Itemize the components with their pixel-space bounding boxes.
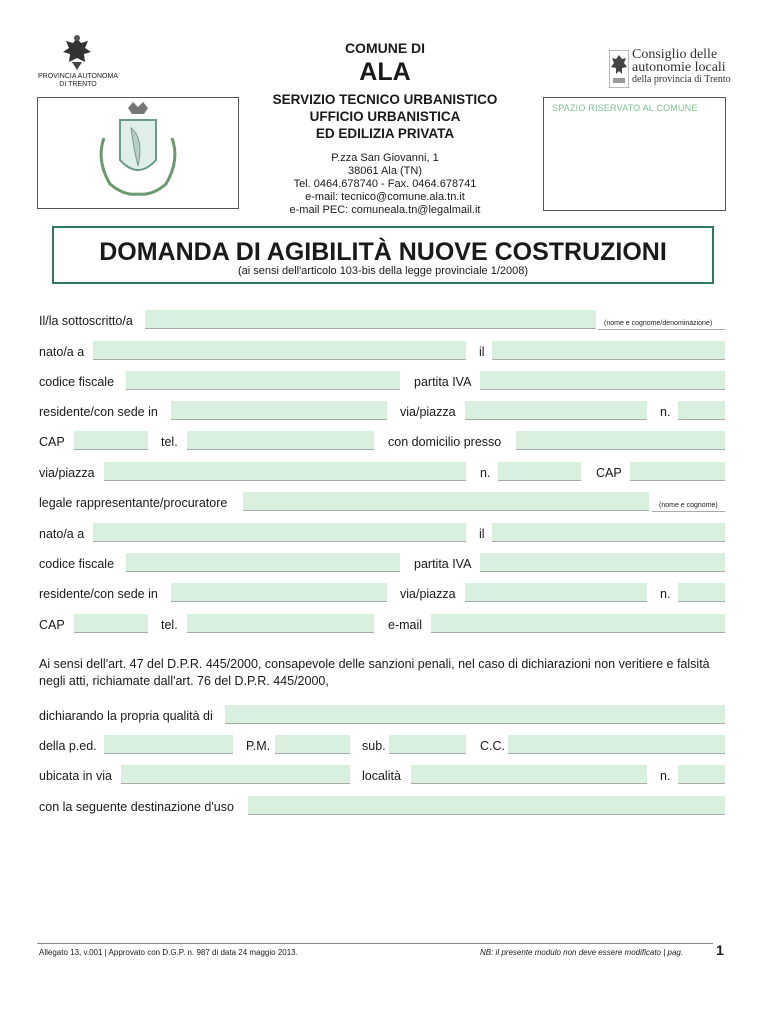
label-rep-n: n. — [660, 587, 671, 601]
field-sub[interactable] — [389, 735, 466, 754]
footer-rule — [37, 943, 713, 944]
field-cap[interactable] — [74, 431, 148, 450]
field-ubicata[interactable] — [121, 765, 350, 784]
council-emblem-icon — [609, 50, 629, 88]
label-pm: P.M. — [246, 739, 271, 753]
declaration-text: Ai sensi dell'art. 47 del D.P.R. 445/2000, consapevole delle sanzioni penali, nel caso di dichiarazioni non veritiere e falsità negli atti, richiamate dall'art. 76 del D.P.R. 445/2000, — [39, 657, 710, 688]
reserved-label: SPAZIO RISERVATO AL COMUNE — [552, 103, 698, 113]
field-rep-cap[interactable] — [74, 614, 148, 633]
field-rappresentante[interactable] — [243, 492, 649, 511]
label-n2: n. — [480, 466, 491, 480]
title-box — [52, 226, 714, 284]
service-line-2: UFFICIO URBANISTICA — [309, 109, 461, 124]
label-il: il — [479, 345, 485, 359]
field-rep-piva[interactable] — [480, 553, 725, 572]
label-n: n. — [660, 405, 671, 419]
label-tel: tel. — [161, 435, 178, 449]
field-rep-cf[interactable] — [126, 553, 400, 572]
field-rep-via[interactable] — [465, 583, 647, 602]
field-rep-n[interactable] — [678, 583, 725, 602]
label-ubicata: ubicata in via — [39, 769, 112, 783]
label-destinazione: con la seguente destinazione d'uso — [39, 800, 234, 814]
field-rep-nato[interactable] — [93, 523, 466, 542]
label-rep-nato: nato/a a — [39, 527, 85, 541]
council-line-3: della provincia di Trento — [632, 74, 731, 85]
label-sottoscritto: Il/la sottoscritto/a — [39, 314, 133, 328]
label-rep-tel: tel. — [161, 618, 178, 632]
footer-right: NB: il presente modulo non deve essere modificato | pag. — [480, 948, 684, 957]
service-line-3: ED EDILIZIA PRIVATA — [315, 126, 455, 141]
service-lines — [235, 91, 535, 142]
label-cc: C.C. — [480, 739, 505, 753]
field-via2[interactable] — [104, 462, 466, 481]
crest-box — [37, 97, 239, 209]
province-emblem — [60, 34, 94, 72]
label-via2: via/piazza — [39, 466, 95, 480]
label-nato: nato/a a — [39, 345, 85, 359]
field-rep-email[interactable] — [431, 614, 725, 633]
field-rep-residente[interactable] — [171, 583, 387, 602]
field-rep-il[interactable] — [492, 523, 725, 542]
form-title: DOMANDA DI AGIBILITÀ NUOVE COSTRUZIONI — [99, 238, 667, 266]
town-name: ALA — [359, 58, 411, 86]
label-qualita: dichiarando la propria qualità di — [39, 709, 213, 723]
phone-line: Tel. 0464.678740 - Fax. 0464.678741 — [293, 178, 477, 190]
field-nato[interactable] — [93, 341, 466, 360]
field-cc[interactable] — [508, 735, 725, 754]
field-ped[interactable] — [104, 735, 233, 754]
label-sub: sub. — [362, 739, 386, 753]
field-sottoscritto[interactable] — [145, 310, 596, 329]
ala-crest-icon — [38, 98, 238, 208]
label-via: via/piazza — [400, 405, 456, 419]
label-rappresentante: legale rappresentante/procuratore — [39, 496, 228, 510]
form-subtitle: (ai sensi dell'articolo 103-bis della legge provinciale 1/2008) — [237, 265, 529, 277]
field-qualita[interactable] — [225, 705, 725, 724]
email-line: e-mail: tecnico@comune.ala.tn.it — [305, 191, 465, 203]
field-n[interactable] — [678, 401, 725, 420]
label-rep-il: il — [479, 527, 485, 541]
label-cap2: CAP — [596, 466, 622, 480]
label-rep-email: e-mail — [388, 618, 423, 632]
field-destinazione[interactable] — [248, 796, 725, 815]
label-rep-cap: CAP — [39, 618, 65, 632]
field-domicilio[interactable] — [516, 431, 725, 450]
field-il[interactable] — [492, 341, 725, 360]
field-cf[interactable] — [126, 371, 400, 390]
label-cf: codice fiscale — [39, 375, 115, 389]
label-rep-via: via/piazza — [400, 587, 456, 601]
council-line-1: Consiglio delle — [632, 47, 718, 62]
label-residente: residente/con sede in — [39, 405, 158, 419]
header-center — [235, 40, 535, 217]
rule-rappresentante — [652, 511, 725, 512]
field-residente[interactable] — [171, 401, 387, 420]
service-line-1: SERVIZIO TECNICO URBANISTICO — [272, 92, 498, 107]
rule-sottoscritto — [598, 329, 725, 330]
council-line-2: autonomie locali — [632, 60, 726, 75]
label-localita: località — [362, 769, 401, 783]
note-sottoscritto: (nome e cognome/denominazione) — [604, 320, 713, 327]
field-piva[interactable] — [480, 371, 725, 390]
field-localita[interactable] — [411, 765, 647, 784]
reserved-box — [543, 97, 726, 211]
province-line-2: DI TRENTO — [59, 81, 97, 88]
field-via[interactable] — [465, 401, 647, 420]
field-cap2[interactable] — [630, 462, 725, 481]
council-logo — [609, 48, 739, 92]
contacts — [235, 152, 535, 217]
footer-left: Allegato 13, v.001 | Approvato con D.G.P. n. 987 di data 24 maggio 2013. — [39, 948, 298, 957]
address-line: P.zza San Giovanni, 1 — [331, 152, 439, 164]
pec-line: e-mail PEC: comuneala.tn@legalmail.it — [289, 204, 481, 216]
label-piva: partita IVA — [414, 375, 472, 389]
page-number: 1 — [716, 942, 724, 958]
label-domicilio: con domicilio presso — [388, 435, 502, 449]
label-bld-n: n. — [660, 769, 671, 783]
field-n2[interactable] — [498, 462, 581, 481]
field-rep-tel[interactable] — [187, 614, 374, 633]
label-cap: CAP — [39, 435, 65, 449]
label-rep-cf: codice fiscale — [39, 557, 115, 571]
field-pm[interactable] — [275, 735, 350, 754]
postal-line: 38061 Ala (TN) — [348, 165, 422, 177]
label-rep-residente: residente/con sede in — [39, 587, 158, 601]
field-tel[interactable] — [187, 431, 374, 450]
label-ped: della p.ed. — [39, 739, 97, 753]
field-bld-n[interactable] — [678, 765, 725, 784]
council-name — [632, 48, 731, 86]
label-rep-piva: partita IVA — [414, 557, 472, 571]
comune-di-label: COMUNE DI — [344, 40, 426, 56]
note-rappresentante: (nome e cognome) — [659, 502, 718, 509]
province-text — [30, 73, 126, 89]
province-line-1: PROVINCIA AUTONOMA — [38, 73, 118, 80]
